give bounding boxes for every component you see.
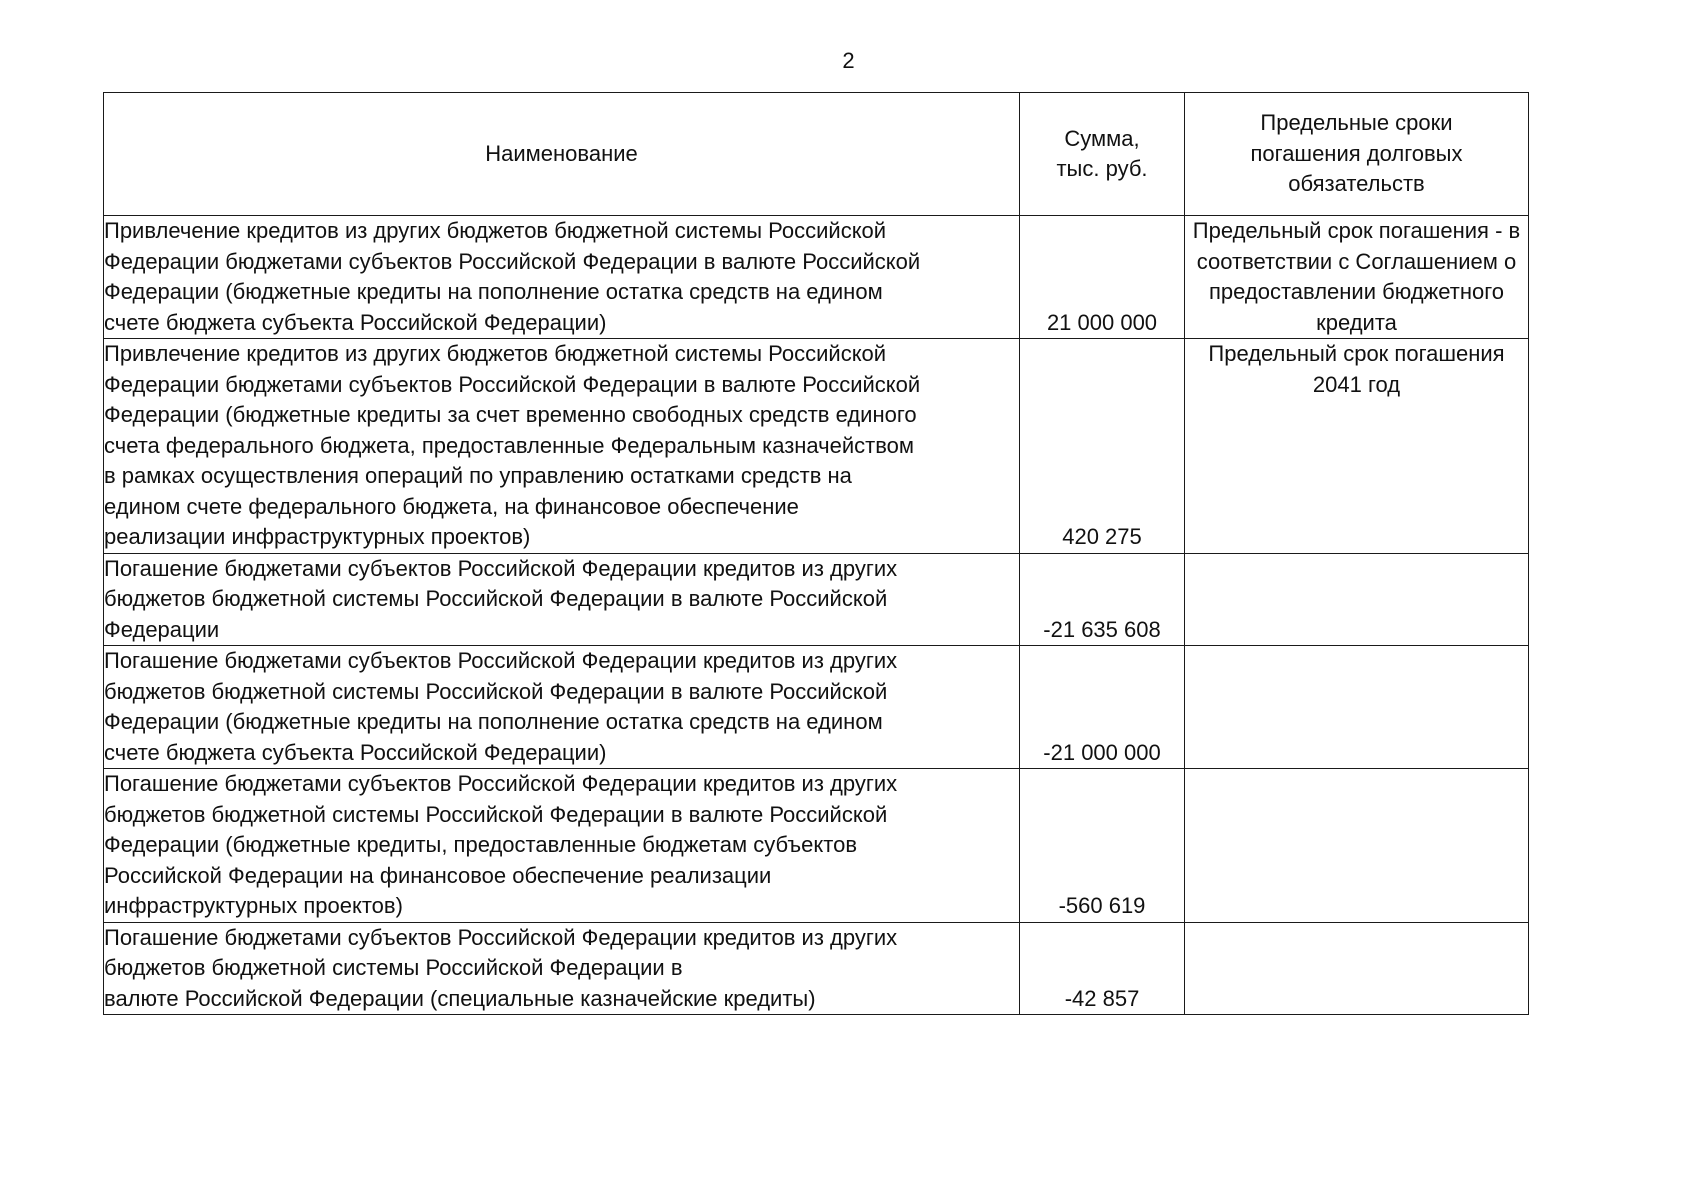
row-name-cell — [104, 553, 1020, 646]
header-term-line: обязательств — [1288, 171, 1425, 197]
row-name-line: Федерации (бюджетные кредиты за счет временно свободных средств единого — [104, 402, 917, 427]
row-name-line: в рамках осуществления операций по управлению остатками средств на — [104, 463, 852, 488]
row-name-line: бюджетов бюджетной системы Российской Федерации в валюте Российской — [104, 586, 888, 611]
row-name-line: Погашение бюджетами субъектов Российской Федерации кредитов из других — [104, 555, 898, 581]
row-name-line: бюджетов бюджетной системы Российской Федерации в валюте Российской — [104, 801, 888, 827]
row-name-line: Привлечение кредитов из других бюджетов бюджетной системы Российской — [104, 341, 887, 366]
row-name-line: Погашение бюджетами субъектов Российской Федерации кредитов из других — [104, 648, 898, 673]
row-name-cell — [104, 922, 1020, 1015]
page-number: 2 — [842, 48, 855, 73]
row-term-cell — [1185, 646, 1529, 769]
row-name-cell — [104, 769, 1020, 923]
row-sum-cell: 21 000 000 — [1020, 216, 1185, 339]
row-term-cell — [1185, 769, 1529, 923]
row-sum-cell: 420 275 — [1020, 339, 1185, 554]
row-term-cell — [1185, 553, 1529, 646]
row-name-cell — [104, 339, 1020, 554]
row-name-line: бюджетов бюджетной системы Российской Федерации в — [104, 955, 683, 980]
row-term-cell: Предельный срок погашения - в соответствии с Соглашением о предоставлении бюджетного кредита — [1185, 216, 1529, 339]
table-row — [104, 553, 1529, 646]
row-sum-cell: -21 000 000 — [1020, 646, 1185, 769]
row-sum-cell: -21 635 608 — [1020, 553, 1185, 646]
row-name-line: Погашение бюджетами субъектов Российской Федерации кредитов из других — [104, 771, 898, 796]
row-sum-cell: -560 619 — [1020, 769, 1185, 923]
row-name-line: бюджетов бюджетной системы Российской Федерации в валюте Российской — [104, 678, 888, 704]
header-name: Наименование — [104, 93, 1020, 216]
row-name-line: реализации инфраструктурных проектов) — [104, 524, 531, 549]
table-row — [104, 216, 1529, 339]
header-term — [1185, 93, 1529, 216]
row-name-line: счете бюджета субъекта Российской Федерации) — [104, 309, 607, 335]
row-term-cell: Предельный срок погашения 2041 год — [1185, 339, 1529, 554]
row-name-line: едином счете федерального бюджета, на финансовое обеспечение — [104, 493, 799, 519]
table-row — [104, 769, 1529, 923]
header-term-line: погашения долговых — [1250, 140, 1463, 166]
row-name-cell — [104, 646, 1020, 769]
header-sum-line: тыс. руб. — [1056, 156, 1148, 181]
table-header-row — [104, 93, 1529, 216]
table-row — [104, 646, 1529, 769]
row-name-line: Федерации бюджетами субъектов Российской Федерации в валюте Российской — [104, 371, 921, 397]
row-name-line: Федерации бюджетами субъектов Российской Федерации в валюте Российской — [104, 248, 921, 274]
row-term-cell — [1185, 922, 1529, 1015]
row-name-line: валюте Российской Федерации (специальные казначейские кредиты) — [104, 985, 816, 1011]
table-row — [104, 339, 1529, 554]
row-name-cell — [104, 216, 1020, 339]
row-name-line: Федерации (бюджетные кредиты на пополнение остатка средств на едином — [104, 709, 883, 734]
header-sum-line: Сумма, — [1064, 125, 1140, 151]
row-name-line: Федерации (бюджетные кредиты, предоставленные бюджетам субъектов — [104, 832, 858, 857]
row-sum-cell: -42 857 — [1020, 922, 1185, 1015]
sources-financing-table — [103, 92, 1529, 1015]
table-row — [104, 922, 1529, 1015]
row-name-line: Российской Федерации на финансовое обеспечение реализации — [104, 862, 772, 888]
row-name-line: Погашение бюджетами субъектов Российской Федерации кредитов из других — [104, 924, 898, 950]
row-name-line: инфраструктурных проектов) — [104, 893, 403, 918]
row-name-line: счета федерального бюджета, предоставленные Федеральным казначейством — [104, 432, 915, 458]
row-name-line: Федерации — [104, 616, 220, 642]
header-term-line: Предельные сроки — [1260, 110, 1453, 136]
row-name-line: счете бюджета субъекта Российской Федерации) — [104, 739, 607, 765]
row-name-line: Федерации (бюджетные кредиты на пополнение остатка средств на едином — [104, 279, 883, 304]
row-name-line: Привлечение кредитов из других бюджетов бюджетной системы Российской — [104, 218, 887, 243]
header-sum — [1020, 93, 1185, 216]
